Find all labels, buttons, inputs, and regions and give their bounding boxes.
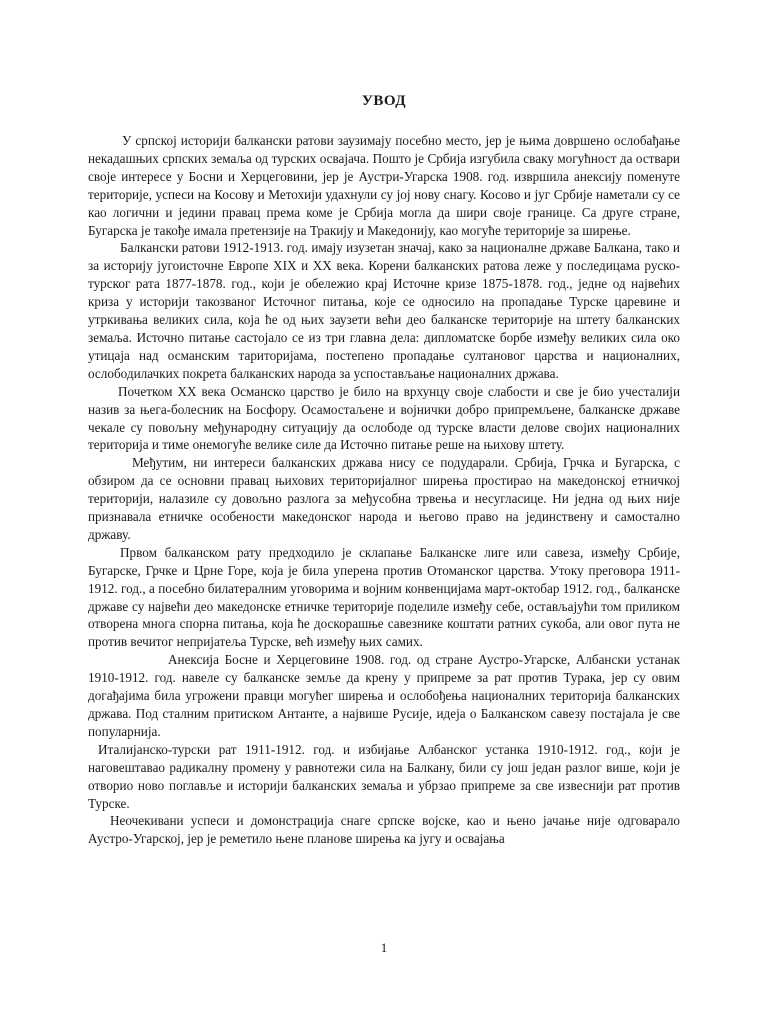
paragraph-3: Почетком XX века Османско царство је било на врхунцу своје слабости и све је био учесталији назив за њега-болесник на Босфору. Осамостаљене и војнички добро припремљене, балканске државе чекале су повољну међународну ситуацију да ослободе од турске власти делове својих националних територија и тиме онемогуће велике силе да Источно питање реше на њихову штету. [88,383,680,453]
paragraph-1: У српској историји балкански ратови заузимају посебно место, јер је њима довршено ослобађање некадашњих српских земаља од турских освајача. Пошто је Србија изгубила сваку могућност да оствари своје интересе у Босни и Херцеговини, јер је Аустри-Угарска 1908. год. извршила анексију поменуте територије, успеси на Косову и Метохији удахнули су јој нову снагу. Косово и југ Србије наметали су се као логични и једини правац према коме је Србија могла да шири своје границе. Са друге стране, Бугарска је такође имала претензије на Тракију и Македонију, као могуће територије за ширење. [88,133,680,238]
paragraph-5: Првом балканском рату предходило је склапање Балканске лиге или савеза, између Србије, Бугарске, Грчке и Црне Горе, која је била уперена против Отоманског царства. Утоку преговора 1911-1912. год., а посебно билатералним уговорима и војним конвенцијама март-октобар 1912. год., балканске државе су највећи део македонске етничке територије поделиле између себе, остављајући том приликом отворена многа спорна питања, која ће доскорашње савезнике коштати ратних сукоба, али овог пута не против вечитог непријатеља Турске, већ између њих самих. [88,544,680,650]
paragraph-8: Неочекивани успеси и домонстрација снаге српске војске, као и њено јачање није одговарало Аустро-Угарској, јер је реметило њене планове ширења ка југу и освајања [88,813,680,847]
paragraph-4: Међутим, ни интереси балканских држава нису се подударали. Србија, Грчка и Бугарска, с обзиром да се основни правац њихових територијалног ширења простирао на македонској етничкој територији, налазиле су довољно разлога за међусобна трвења и несугласице. Ни једна од њих није признавала етничке особености македонског народа и његово право на јединствену и самостално државу. [88,455,680,542]
document-title: УВОД [361,93,407,109]
document-body [88,132,680,848]
paragraph-2: Балкански ратови 1912-1913. год. имају изузетан значај, како за националне државе Балкана, тако и за историју југоисточне Европе XIX и XX века. Корени балканских ратова леже у последицама руско-турског рата 1877-1878. год., који је обележио крај Источне кризе 1875-1878. год., једне од највећих криза у историји такозваног Источног питања, које се односило на пропадање Турске царевине и утркивања великих сила, која ће од њих заузети већи део балканске територије на штету балканских земаља. Источно питање састојало се из три главна дела: дипломатске борбе између великих сила око утицаја над османским тариторијама, постепено пропадање султановог царства и националних, ослободилачких покрета балканских народа за успостављање националних држава. [88,240,680,381]
paragraph-7: Италијанско-турски рат 1911-1912. год. и избијање Албанског устанка 1910-1912. год., који је наговештавао радикалну промену у равнотежи сила на Балкану, били су још један разлог више, који је отворио ново поглавље и историји балканских земаља и убрзао припреме за све извеснији рат против Турске. [88,741,680,811]
paragraph-6: Анексија Босне и Херцеговине 1908. год. од стране Аустро-Угарске, Албански устанак 1910-1912. год. навеле су балканске земље да крену у припреме за рат против Турака, јер су овим догађајима била угрожени правци могућег ширења и ослобођења националних територија балканских држава. Под сталним притиском Антанте, а највише Русије, идеја о Балканском савезу постајала је све популарнија. [88,652,680,739]
page-number: 1 [380,940,388,955]
